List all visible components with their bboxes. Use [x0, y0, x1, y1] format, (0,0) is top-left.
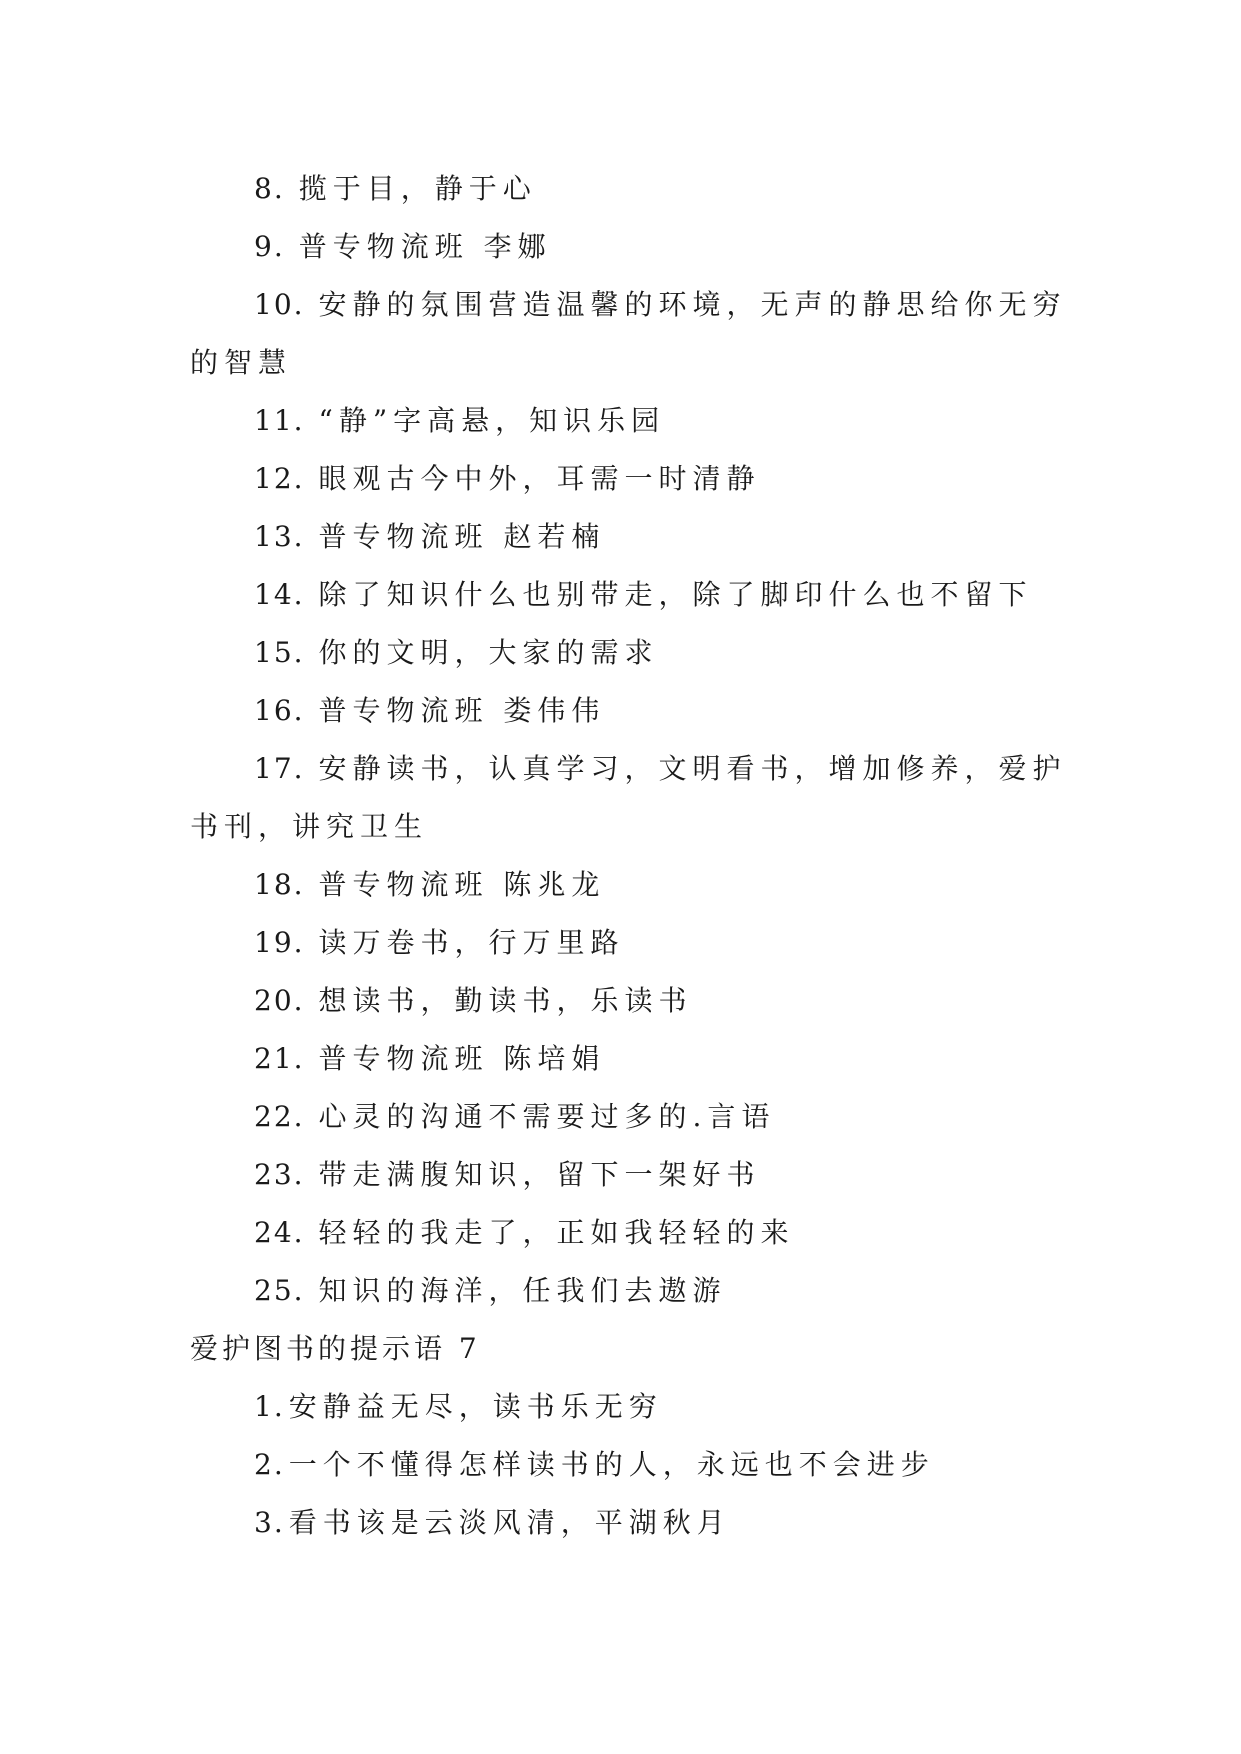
item-text: 带走满腹知识，留下一架好书 [318, 1158, 761, 1191]
item-number: 1. [254, 1390, 285, 1423]
item-number: 22. [254, 1100, 305, 1133]
item-text: “静”字高悬，知识乐园 [318, 404, 666, 437]
item-number: 19. [254, 926, 305, 959]
item-number: 13. [254, 520, 305, 553]
list-item [190, 740, 1067, 798]
list-item [190, 160, 1060, 218]
list-item [190, 1204, 1060, 1262]
section-heading: 爱护图书的提示语 7 [190, 1332, 481, 1365]
item-text: 普专物流班 娄伟伟 [318, 694, 606, 727]
list-item [190, 508, 1060, 566]
list-item [190, 1030, 1060, 1088]
list-item-continuation: 的智慧 [190, 346, 293, 379]
item-number: 24. [254, 1216, 305, 1249]
item-number: 15. [254, 636, 305, 669]
item-number: 9. [254, 230, 285, 263]
list-item [190, 1088, 1060, 1146]
item-number: 3. [254, 1506, 285, 1539]
list-item [190, 1436, 1060, 1494]
list-item [190, 624, 1060, 682]
item-text: 除了知识什么也别带走，除了脚印什么也不留下 [318, 578, 1033, 611]
item-text: 一个不懂得怎样读书的人，永远也不会进步 [288, 1448, 935, 1481]
item-text: 轻轻的我走了，正如我轻轻的来 [318, 1216, 795, 1249]
item-number: 10. [254, 288, 305, 321]
list-item [190, 1378, 1060, 1436]
list-item [190, 1262, 1060, 1320]
item-number: 25. [254, 1274, 305, 1307]
item-text: 揽于目，静于心 [298, 172, 537, 205]
item-text: 普专物流班 陈兆龙 [318, 868, 606, 901]
item-number: 2. [254, 1448, 285, 1481]
item-number: 16. [254, 694, 305, 727]
item-number: 18. [254, 868, 305, 901]
list-item [190, 392, 1060, 450]
list-item [190, 1494, 1060, 1552]
item-text: 眼观古今中外，耳需一时清静 [318, 462, 761, 495]
item-text: 普专物流班 陈培娟 [318, 1042, 606, 1075]
item-text: 安静的氛围营造温馨的环境，无声的静思给你无穷 [318, 288, 1067, 321]
list-item [190, 972, 1060, 1030]
item-text: 安静读书，认真学习，文明看书，增加修养，爱护 [318, 752, 1067, 785]
item-text: 普专物流班 李娜 [298, 230, 552, 263]
document-body [190, 160, 1067, 1552]
item-text: 心灵的沟通不需要过多的.言语 [318, 1100, 776, 1133]
item-number: 11. [254, 404, 305, 437]
list-item [190, 276, 1067, 334]
item-number: 14. [254, 578, 305, 611]
list-item [190, 856, 1060, 914]
item-number: 8. [254, 172, 285, 205]
list-item [190, 682, 1060, 740]
item-number: 21. [254, 1042, 305, 1075]
list-item [190, 566, 1060, 624]
item-text: 想读书，勤读书，乐读书 [318, 984, 693, 1017]
list-item [190, 914, 1060, 972]
list-item [190, 218, 1060, 276]
item-text: 你的文明，大家的需求 [318, 636, 659, 669]
list-item-continuation: 书刊，讲究卫生 [190, 810, 429, 843]
item-number: 17. [254, 752, 305, 785]
item-text: 看书该是云淡风清，平湖秋月 [288, 1506, 731, 1539]
list-item [190, 1146, 1060, 1204]
item-number: 12. [254, 462, 305, 495]
item-text: 普专物流班 赵若楠 [318, 520, 606, 553]
item-number: 20. [254, 984, 305, 1017]
list-item [190, 450, 1060, 508]
item-text: 知识的海洋，任我们去遨游 [318, 1274, 727, 1307]
item-number: 23. [254, 1158, 305, 1191]
item-text: 安静益无尽，读书乐无穷 [288, 1390, 663, 1423]
item-text: 读万卷书，行万里路 [318, 926, 625, 959]
